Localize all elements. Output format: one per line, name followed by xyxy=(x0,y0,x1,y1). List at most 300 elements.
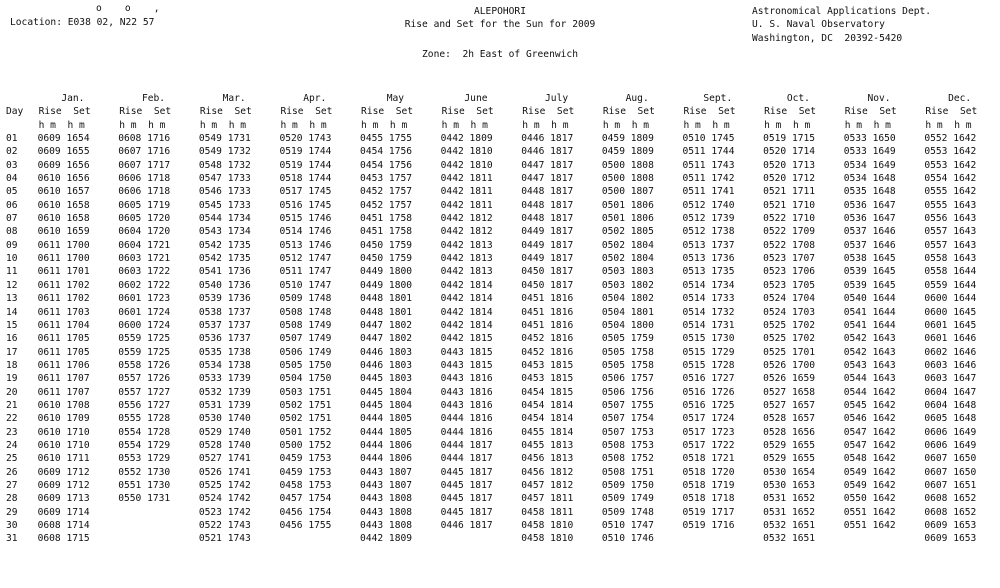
rise-set-cell: 0604 1647 xyxy=(924,386,977,398)
hm-label: h m h m xyxy=(764,119,811,131)
rise-set-cell: 0535 1648 xyxy=(843,186,896,198)
rise-set-cell: 0509 1749 xyxy=(601,493,654,505)
rise-set-cell: 0456 1754 xyxy=(279,506,332,518)
day-number: 20 xyxy=(6,386,18,398)
rise-set-cell: 0447 1802 xyxy=(360,333,413,345)
rise-set-cell: 0457 1812 xyxy=(521,479,574,491)
rise-set-cell: 0442 1814 xyxy=(440,279,493,291)
table-row xyxy=(6,172,1000,185)
rise-set-cell: 0546 1642 xyxy=(843,413,896,425)
hm-label: h m h m xyxy=(925,119,972,131)
month-header: Sept. xyxy=(703,93,733,104)
rise-set-cell: 0609 1656 xyxy=(37,159,90,171)
day-number: 01 xyxy=(6,133,18,145)
rise-set-cell: 0532 1651 xyxy=(763,533,816,545)
rise-set-cell: 0502 1751 xyxy=(279,399,332,411)
rise-set-cell: 0443 1808 xyxy=(360,520,413,531)
hm-label: h m h m xyxy=(602,119,650,131)
rise-set-cell: 0601 1724 xyxy=(118,306,171,318)
rise-set-cell: 0609 1655 xyxy=(37,146,90,158)
rise-set-label: Rise Set xyxy=(522,106,575,118)
rise-set-cell: 0455 1813 xyxy=(521,439,574,451)
hm-label: h m h m xyxy=(683,119,730,131)
rise-set-cell: 0523 1707 xyxy=(763,253,816,265)
rise-set-cell: 0442 1811 xyxy=(440,186,493,198)
rise-set-cell: 0500 1808 xyxy=(601,159,654,171)
rise-set-cell: 0600 1644 xyxy=(924,293,977,305)
rise-set-cell: 0600 1724 xyxy=(118,319,171,331)
rise-set-cell: 0509 1750 xyxy=(601,479,654,491)
rise-set-cell: 0610 1710 xyxy=(37,426,90,438)
rise-set-cell: 0553 1729 xyxy=(118,453,171,465)
rise-set-cell: 0442 1812 xyxy=(440,226,493,238)
rise-set-cell: 0515 1729 xyxy=(682,346,735,358)
rise-set-cell: 0453 1815 xyxy=(521,373,574,385)
day-number: 08 xyxy=(6,226,18,238)
rise-set-cell: 0442 1813 xyxy=(440,253,493,265)
rise-set-cell: 0501 1752 xyxy=(279,426,332,438)
rise-set-cell: 0518 1718 xyxy=(682,493,735,505)
rise-set-cell: 0605 1648 xyxy=(924,413,977,425)
day-number: 17 xyxy=(6,346,18,358)
rise-set-cell: 0451 1816 xyxy=(521,293,574,305)
rise-set-cell: 0549 1642 xyxy=(843,479,896,491)
rise-set-cell: 0608 1715 xyxy=(37,533,90,545)
table-row xyxy=(6,319,1000,332)
table-row xyxy=(6,239,1000,252)
rise-set-cell: 0517 1723 xyxy=(682,426,735,438)
rise-set-cell: 0539 1736 xyxy=(198,293,251,305)
rise-set-cell: 0557 1726 xyxy=(118,373,171,385)
rise-set-cell: 0511 1742 xyxy=(682,173,735,185)
rise-set-cell: 0520 1743 xyxy=(279,133,332,145)
hm-label: h m h m xyxy=(119,119,166,131)
rise-set-cell: 0544 1643 xyxy=(843,373,896,385)
rise-set-cell: 0505 1759 xyxy=(601,333,654,345)
rise-set-cell: 0603 1722 xyxy=(118,266,171,278)
rise-set-cell: 0450 1759 xyxy=(360,239,413,251)
rise-set-cell: 0545 1733 xyxy=(198,199,251,211)
rise-set-cell: 0508 1751 xyxy=(601,466,654,478)
rise-set-cell: 0505 1758 xyxy=(601,346,654,358)
rise-set-cell: 0445 1804 xyxy=(360,386,413,398)
table-subtitle: Rise and Set for the Sun for 2009 xyxy=(404,19,596,30)
rise-set-cell: 0533 1739 xyxy=(198,373,251,385)
rise-set-cell: 0611 1705 xyxy=(37,346,90,358)
rise-set-cell: 0519 1744 xyxy=(279,159,332,171)
rise-set-cell: 0455 1814 xyxy=(521,426,574,438)
rise-set-cell: 0520 1714 xyxy=(763,146,816,158)
rise-set-cell: 0506 1749 xyxy=(279,346,332,358)
rise-set-cell: 0555 1643 xyxy=(924,199,977,211)
table-row xyxy=(6,372,1000,385)
rise-set-cell: 0504 1802 xyxy=(601,293,654,305)
rise-set-cell: 0556 1643 xyxy=(924,213,977,225)
rise-set-cell: 0522 1708 xyxy=(763,239,816,251)
table-row xyxy=(6,279,1000,292)
rise-set-cell: 0547 1733 xyxy=(198,173,251,185)
rise-set-cell: 0444 1817 xyxy=(440,439,493,451)
rise-set-cell: 0510 1747 xyxy=(601,520,654,531)
hm-label: h m h m xyxy=(280,119,327,131)
month-header: Nov. xyxy=(867,93,891,104)
rise-set-cell: 0454 1756 xyxy=(360,146,413,158)
rise-set-cell: 0524 1703 xyxy=(763,306,816,318)
rise-set-cell: 0515 1728 xyxy=(682,359,735,371)
day-number: 27 xyxy=(6,479,18,491)
rise-set-cell: 0513 1735 xyxy=(682,266,735,278)
rise-set-cell: 0458 1811 xyxy=(521,506,574,518)
rise-set-cell: 0611 1706 xyxy=(37,359,90,371)
rise-set-cell: 0444 1806 xyxy=(360,453,413,465)
rise-set-cell: 0543 1643 xyxy=(843,359,896,371)
table-row xyxy=(6,332,1000,345)
rise-set-cell: 0447 1817 xyxy=(521,159,574,171)
rise-set-cell: 0541 1736 xyxy=(198,266,251,278)
table-row xyxy=(6,185,1000,198)
rise-set-cell: 0447 1802 xyxy=(360,319,413,331)
rise-set-cell: 0608 1652 xyxy=(924,493,977,505)
rise-set-cell: 0521 1743 xyxy=(198,533,251,545)
table-row xyxy=(6,225,1000,238)
rise-set-cell: 0507 1754 xyxy=(601,413,654,425)
rise-set-cell: 0507 1753 xyxy=(601,426,654,438)
month-header: Mar. xyxy=(222,93,246,104)
rise-set-cell: 0442 1811 xyxy=(440,199,493,211)
rise-set-cell: 0523 1705 xyxy=(763,279,816,291)
rise-set-cell: 0611 1705 xyxy=(37,333,90,345)
table-row xyxy=(6,252,1000,265)
rise-set-cell: 0606 1718 xyxy=(118,173,171,185)
rise-set-cell: 0511 1744 xyxy=(682,146,735,158)
rise-set-cell: 0525 1742 xyxy=(198,479,251,491)
rise-set-cell: 0445 1803 xyxy=(360,373,413,385)
rise-set-cell: 0516 1745 xyxy=(279,199,332,211)
rise-set-cell: 0530 1653 xyxy=(763,479,816,491)
rise-set-cell: 0500 1752 xyxy=(279,439,332,451)
rise-set-cell: 0444 1806 xyxy=(360,439,413,451)
rise-set-cell: 0607 1716 xyxy=(118,146,171,158)
rise-set-cell: 0611 1700 xyxy=(37,253,90,265)
rise-set-cell: 0554 1728 xyxy=(118,426,171,438)
table-row xyxy=(6,452,1000,465)
rise-set-cell: 0505 1758 xyxy=(601,359,654,371)
rise-set-cell: 0459 1809 xyxy=(601,146,654,158)
rise-set-cell: 0512 1747 xyxy=(279,253,332,265)
rise-set-cell: 0558 1726 xyxy=(118,359,171,371)
rise-set-cell: 0611 1703 xyxy=(37,306,90,318)
rise-set-cell: 0606 1718 xyxy=(118,186,171,198)
rise-set-cell: 0550 1642 xyxy=(843,493,896,505)
rise-set-cell: 0457 1811 xyxy=(521,493,574,505)
rise-set-cell: 0442 1814 xyxy=(440,293,493,305)
month-header-row xyxy=(6,92,1000,105)
rise-set-cell: 0525 1701 xyxy=(763,346,816,358)
hm-label: h m h m xyxy=(844,119,891,131)
table-row xyxy=(6,412,1000,425)
rise-set-cell: 0554 1642 xyxy=(924,173,977,185)
rise-set-cell: 0610 1658 xyxy=(37,213,90,225)
table-row xyxy=(6,492,1000,505)
rise-set-cell: 0546 1733 xyxy=(198,186,251,198)
rise-set-cell: 0559 1644 xyxy=(924,279,977,291)
rise-set-cell: 0556 1727 xyxy=(118,399,171,411)
table-row xyxy=(6,145,1000,158)
rise-set-cell: 0607 1717 xyxy=(118,159,171,171)
rise-set-cell: 0448 1801 xyxy=(360,306,413,318)
rise-set-cell: 0534 1649 xyxy=(843,159,896,171)
rise-set-cell: 0610 1658 xyxy=(37,199,90,211)
day-number: 23 xyxy=(6,426,18,438)
rise-set-cell: 0451 1758 xyxy=(360,226,413,238)
rise-set-cell: 0610 1659 xyxy=(37,226,90,238)
rise-set-cell: 0514 1732 xyxy=(682,306,735,318)
day-number: 06 xyxy=(6,199,18,211)
rise-set-cell: 0444 1816 xyxy=(440,426,493,438)
rise-set-cell: 0507 1749 xyxy=(279,333,332,345)
rise-set-cell: 0503 1751 xyxy=(279,386,332,398)
rise-set-cell: 0448 1817 xyxy=(521,213,574,225)
rise-set-cell: 0446 1803 xyxy=(360,346,413,358)
rise-set-cell: 0518 1720 xyxy=(682,466,735,478)
sun-rise-set-table xyxy=(6,92,1000,546)
table-row xyxy=(6,159,1000,172)
rise-set-cell: 0509 1748 xyxy=(601,506,654,518)
rise-set-cell: 0442 1815 xyxy=(440,333,493,345)
rise-set-cell: 0548 1642 xyxy=(843,453,896,465)
table-row xyxy=(6,265,1000,278)
rise-set-cell: 0514 1733 xyxy=(682,293,735,305)
rise-set-cell: 0513 1737 xyxy=(682,239,735,251)
rise-set-cell: 0607 1650 xyxy=(924,466,977,478)
table-row xyxy=(6,399,1000,412)
day-number: 05 xyxy=(6,186,18,198)
table-row xyxy=(6,306,1000,319)
degree-marks: o o , xyxy=(96,3,160,14)
rise-set-cell: 0555 1642 xyxy=(924,186,977,198)
rise-set-cell: 0517 1745 xyxy=(279,186,332,198)
month-header: Aug. xyxy=(625,93,649,104)
rise-set-cell: 0523 1742 xyxy=(198,506,251,518)
rise-set-cell: 0519 1717 xyxy=(682,506,735,518)
rise-set-cell: 0446 1803 xyxy=(360,359,413,371)
rise-set-label: Rise Set xyxy=(119,106,172,118)
rise-set-cell: 0547 1642 xyxy=(843,439,896,451)
rise-set-cell: 0536 1647 xyxy=(843,213,896,225)
rise-set-cell: 0521 1710 xyxy=(763,199,816,211)
rise-set-cell: 0444 1816 xyxy=(440,413,493,425)
rise-set-cell: 0522 1709 xyxy=(763,226,816,238)
rise-set-cell: 0530 1654 xyxy=(763,466,816,478)
rise-set-cell: 0536 1647 xyxy=(843,199,896,211)
rise-set-cell: 0452 1757 xyxy=(360,199,413,211)
rise-set-label: Rise Set xyxy=(602,106,655,118)
rise-set-cell: 0450 1817 xyxy=(521,266,574,278)
rise-set-cell: 0611 1702 xyxy=(37,279,90,291)
rise-set-cell: 0536 1737 xyxy=(198,333,251,345)
rise-set-cell: 0442 1814 xyxy=(440,306,493,318)
rise-set-cell: 0445 1817 xyxy=(440,506,493,518)
rise-set-cell: 0537 1646 xyxy=(843,239,896,251)
day-number: 13 xyxy=(6,293,18,305)
rise-set-cell: 0451 1758 xyxy=(360,213,413,225)
rise-set-cell: 0610 1709 xyxy=(37,413,90,425)
rise-set-cell: 0443 1816 xyxy=(440,399,493,411)
location-label: Location: E038 02, N22 57 xyxy=(10,17,155,28)
dept-line-2: U. S. Naval Observatory xyxy=(752,19,885,30)
rise-set-cell: 0446 1817 xyxy=(521,146,574,158)
rise-set-cell: 0503 1803 xyxy=(601,266,654,278)
rise-set-cell: 0557 1727 xyxy=(118,386,171,398)
rise-set-cell: 0602 1722 xyxy=(118,279,171,291)
rise-set-cell: 0524 1742 xyxy=(198,493,251,505)
rise-set-cell: 0600 1645 xyxy=(924,306,977,318)
month-header: Jan. xyxy=(61,93,85,104)
rise-set-cell: 0518 1721 xyxy=(682,453,735,465)
rise-set-cell: 0532 1739 xyxy=(198,386,251,398)
rise-set-cell: 0516 1726 xyxy=(682,386,735,398)
rise-set-cell: 0502 1804 xyxy=(601,239,654,251)
table-row xyxy=(6,439,1000,452)
table-row xyxy=(6,519,1000,532)
rise-set-cell: 0555 1728 xyxy=(118,413,171,425)
rise-set-cell: 0520 1712 xyxy=(763,173,816,185)
rise-set-cell: 0443 1815 xyxy=(440,346,493,358)
day-number: 15 xyxy=(6,319,18,331)
rise-set-cell: 0606 1649 xyxy=(924,439,977,451)
rise-set-cell: 0510 1747 xyxy=(279,279,332,291)
rise-set-cell: 0551 1730 xyxy=(118,479,171,491)
rise-set-cell: 0506 1756 xyxy=(601,386,654,398)
rise-set-cell: 0553 1642 xyxy=(924,146,977,158)
rise-set-cell: 0537 1737 xyxy=(198,319,251,331)
rise-set-cell: 0445 1817 xyxy=(440,466,493,478)
rise-set-cell: 0534 1648 xyxy=(843,173,896,185)
day-number: 21 xyxy=(6,399,18,411)
day-number: 16 xyxy=(6,333,18,345)
table-row xyxy=(6,386,1000,399)
rise-set-cell: 0500 1808 xyxy=(601,173,654,185)
day-number: 14 xyxy=(6,306,18,318)
rise-set-cell: 0522 1743 xyxy=(198,520,251,531)
rise-set-cell: 0446 1817 xyxy=(440,520,493,531)
rise-set-cell: 0519 1744 xyxy=(279,146,332,158)
rise-set-cell: 0538 1737 xyxy=(198,306,251,318)
rise-set-cell: 0539 1645 xyxy=(843,266,896,278)
rise-set-label: Rise Set xyxy=(925,106,978,118)
rise-set-cell: 0604 1720 xyxy=(118,226,171,238)
rise-set-cell xyxy=(677,532,758,545)
rise-set-cell: 0443 1807 xyxy=(360,479,413,491)
rise-set-cell: 0541 1644 xyxy=(843,306,896,318)
rise-set-cell: 0526 1741 xyxy=(198,466,251,478)
rise-set-cell: 0442 1810 xyxy=(440,146,493,158)
rise-set-cell: 0609 1653 xyxy=(924,520,977,531)
rise-set-cell: 0449 1817 xyxy=(521,253,574,265)
rise-set-cell: 0513 1746 xyxy=(279,239,332,251)
rise-set-cell: 0533 1649 xyxy=(843,146,896,158)
rise-set-cell: 0603 1721 xyxy=(118,253,171,265)
rise-set-cell: 0516 1727 xyxy=(682,373,735,385)
rise-set-cell: 0559 1725 xyxy=(118,333,171,345)
rise-set-cell xyxy=(436,532,517,545)
rise-set-cell: 0456 1755 xyxy=(279,520,332,531)
rise-set-cell: 0442 1809 xyxy=(440,133,493,145)
rise-set-cell: 0603 1646 xyxy=(924,359,977,371)
day-label: Day xyxy=(6,106,24,118)
day-number: 09 xyxy=(6,239,18,251)
rise-set-cell: 0511 1743 xyxy=(682,159,735,171)
rise-set-cell: 0448 1817 xyxy=(521,186,574,198)
rise-set-cell: 0502 1805 xyxy=(601,226,654,238)
rise-set-cell: 0531 1739 xyxy=(198,399,251,411)
rise-set-cell: 0545 1642 xyxy=(843,399,896,411)
rise-set-cell: 0517 1722 xyxy=(682,439,735,451)
rise-set-cell: 0521 1711 xyxy=(763,186,816,198)
rise-set-cell: 0611 1707 xyxy=(37,373,90,385)
rise-set-cell: 0442 1813 xyxy=(440,239,493,251)
rise-set-cell: 0525 1702 xyxy=(763,319,816,331)
rise-set-cell: 0448 1801 xyxy=(360,293,413,305)
rise-set-cell: 0501 1806 xyxy=(601,213,654,225)
day-number: 02 xyxy=(6,146,18,158)
rise-set-cell: 0528 1657 xyxy=(763,413,816,425)
rise-set-cell: 0458 1810 xyxy=(521,533,574,545)
hm-label: h m h m xyxy=(441,119,488,131)
rise-set-cell: 0605 1719 xyxy=(118,199,171,211)
table-row xyxy=(6,346,1000,359)
rise-set-label: Rise Set xyxy=(280,106,333,118)
rise-set-cell: 0526 1659 xyxy=(763,373,816,385)
rise-set-cell: 0559 1725 xyxy=(118,346,171,358)
rise-set-cell: 0532 1651 xyxy=(763,520,816,531)
day-number: 07 xyxy=(6,213,18,225)
month-header: May xyxy=(386,93,405,104)
rise-set-cell: 0507 1755 xyxy=(601,399,654,411)
day-number: 31 xyxy=(6,533,18,545)
rise-set-cell: 0510 1745 xyxy=(682,133,735,145)
rise-set-cell: 0551 1642 xyxy=(843,520,896,531)
rise-set-cell: 0611 1707 xyxy=(37,386,90,398)
rise-set-cell: 0514 1734 xyxy=(682,279,735,291)
rise-set-cell: 0508 1753 xyxy=(601,439,654,451)
rise-set-cell: 0539 1645 xyxy=(843,279,896,291)
rise-set-cell: 0535 1738 xyxy=(198,346,251,358)
rise-set-cell: 0443 1816 xyxy=(440,373,493,385)
rise-set-cell: 0551 1642 xyxy=(843,506,896,518)
rise-set-cell: 0504 1801 xyxy=(601,306,654,318)
hm-label: h m h m xyxy=(361,119,408,131)
rise-set-label: Rise Set xyxy=(441,106,494,118)
day-number: 12 xyxy=(6,279,18,291)
table-row xyxy=(6,506,1000,519)
table-row xyxy=(6,466,1000,479)
rise-set-cell: 0443 1816 xyxy=(440,386,493,398)
rise-set-cell: 0449 1800 xyxy=(360,279,413,291)
rise-set-cell: 0508 1749 xyxy=(279,319,332,331)
rise-set-cell xyxy=(113,506,194,519)
rise-set-cell: 0457 1754 xyxy=(279,493,332,505)
rise-set-cell: 0509 1748 xyxy=(279,293,332,305)
hm-label: h m h m xyxy=(38,119,85,131)
rise-set-cell: 0610 1710 xyxy=(37,439,90,451)
rise-set-cell: 0529 1655 xyxy=(763,453,816,465)
rise-set-cell xyxy=(274,532,355,545)
rise-set-cell: 0610 1656 xyxy=(37,173,90,185)
rise-set-cell: 0446 1817 xyxy=(521,133,574,145)
day-number: 26 xyxy=(6,466,18,478)
table-row xyxy=(6,479,1000,492)
